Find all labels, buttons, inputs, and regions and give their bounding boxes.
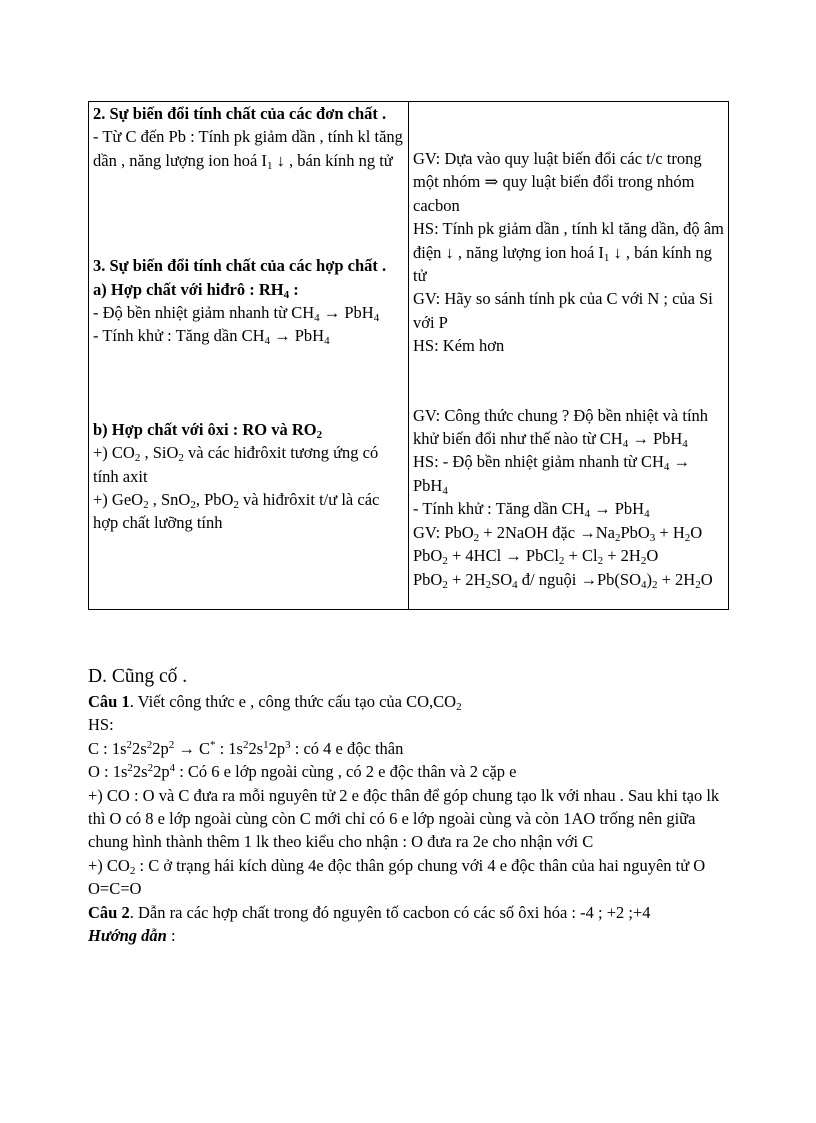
consolidation-section <box>88 664 728 947</box>
gv-2: GV: Hãy so sánh tính pk của C với N ; của Si với P <box>413 289 713 332</box>
section-3-title: 3. Sự biến đổi tính chất của các hợp chất . <box>93 256 387 276</box>
subsection-a-line-2: - Tính khử : Tăng dần $CH_4 \to PbH_4$ <box>93 326 330 348</box>
question-2: Câu 2. Dẫn ra các hợp chất trong đó nguyên tố cacbon có các số ôxi hóa : -4 ; +2 ;+4 <box>88 902 651 922</box>
hs-3: HS: - Độ bền nhiệt giảm nhanh từ $CH_4 \to PbH_4$ <box>413 452 691 497</box>
subsection-b-line-2: +) GeO$_2$ , SnO$_2$, PbO$_2$ và hiđrôxit t/ư là các hợp chất lưỡng tính <box>93 490 380 533</box>
oxygen-config: O : $1s^22s^22p^4$ : Có 6 e lớp ngoài cùng , có 2 e độc thân và 2 cặp e <box>88 762 517 782</box>
question-1: Câu 1. Viết công thức e , công thức cấu tạo của $CO,CO_2$ <box>88 692 462 713</box>
hs-label: HS: <box>88 715 114 735</box>
hs-1: HS: Tính pk giảm dần , tính kl tăng dần, độ âm điện ↓ , năng lượng ion hoá $I_1$ ↓ , bán kính ng tử <box>413 219 724 286</box>
subsection-b-title: b) Hợp chất với ôxi : RO và $RO_2$ <box>93 419 323 441</box>
gv-3: GV: Công thức chung ? Độ bền nhiệt và tính khử biến đổi như thế nào từ $CH_4 \to PbH_4$ <box>413 405 709 451</box>
reaction-3: $PbO_2 + 2H_2SO_4$ đ/ nguội $\to Pb(SO_4)_2 + 2H_2O$ <box>413 569 713 591</box>
reaction-2: PbO$_2$ + 4HCl → PbCl$_2$ + $Cl_2 + 2H_2O$ <box>413 546 659 568</box>
co2-structure: O=C=O <box>88 879 142 899</box>
subsection-a-title: a) Hợp chất với hiđrô : $RH_4$ : <box>93 279 299 301</box>
content-table <box>88 101 729 610</box>
gv-1: GV: Dựa vào quy luật biến đổi các t/c trong một nhóm ⇒ quy luật biến đổi trong nhóm cacbon <box>413 149 702 215</box>
subsection-b-line-1: +) $CO_2$ , SiO$_2$ và các hiđrôxit tương ứng có tính axit <box>93 443 379 486</box>
section-heading: D. Cũng cố . <box>88 666 188 687</box>
section-2-title: 2. Sự biến đổi tính chất của các đơn chất . <box>93 104 387 123</box>
hs-4: - Tính khử : Tăng dần $CH_4 \to PbH_4$ <box>413 499 650 521</box>
reaction-1: GV: PbO$_2$ + 2NaOH đặc $\to Na_2PbO_3 + H_2O$ <box>413 522 703 544</box>
hs-2: HS: Kém hơn <box>413 336 505 356</box>
right-column <box>409 102 729 610</box>
subsection-a-line-1: - Độ bền nhiệt giảm nhanh từ $CH_4 \to PbH_4$ <box>93 303 380 325</box>
guidance: Hướng dẫn : <box>88 926 176 946</box>
co2-explanation: +) $CO_2$ : C ở trạng hái kích dùng 4e độc thân góp chung với 4 e độc thân của hai nguyên tử O <box>88 855 706 877</box>
carbon-config: C : $1s^22s^22p^2 \to C^*$ : $1s^22s^12p^3$ : có 4 e độc thân <box>88 738 404 758</box>
left-column <box>89 102 409 610</box>
section-2-text: - Từ C đến Pb : Tính pk giảm dần , tính kl tăng dần , năng lượng ion hoá $I_1$ ↓ , bán kính ng tử <box>93 127 403 172</box>
co-explanation: +) CO : O và C đưa ra mỗi nguyên tử 2 e độc thân để góp chung tạo lk với nhau . Sau khi tạo lk thì O có 8 e lớp ngoài cùng còn C mới chỉ có 6 e lớp ngoài cùng và còn 1AO trống nên giữa chung hình thành thêm 1 lk theo kiểu cho nhận : O đưa ra 2e cho nhận với C <box>88 785 720 852</box>
